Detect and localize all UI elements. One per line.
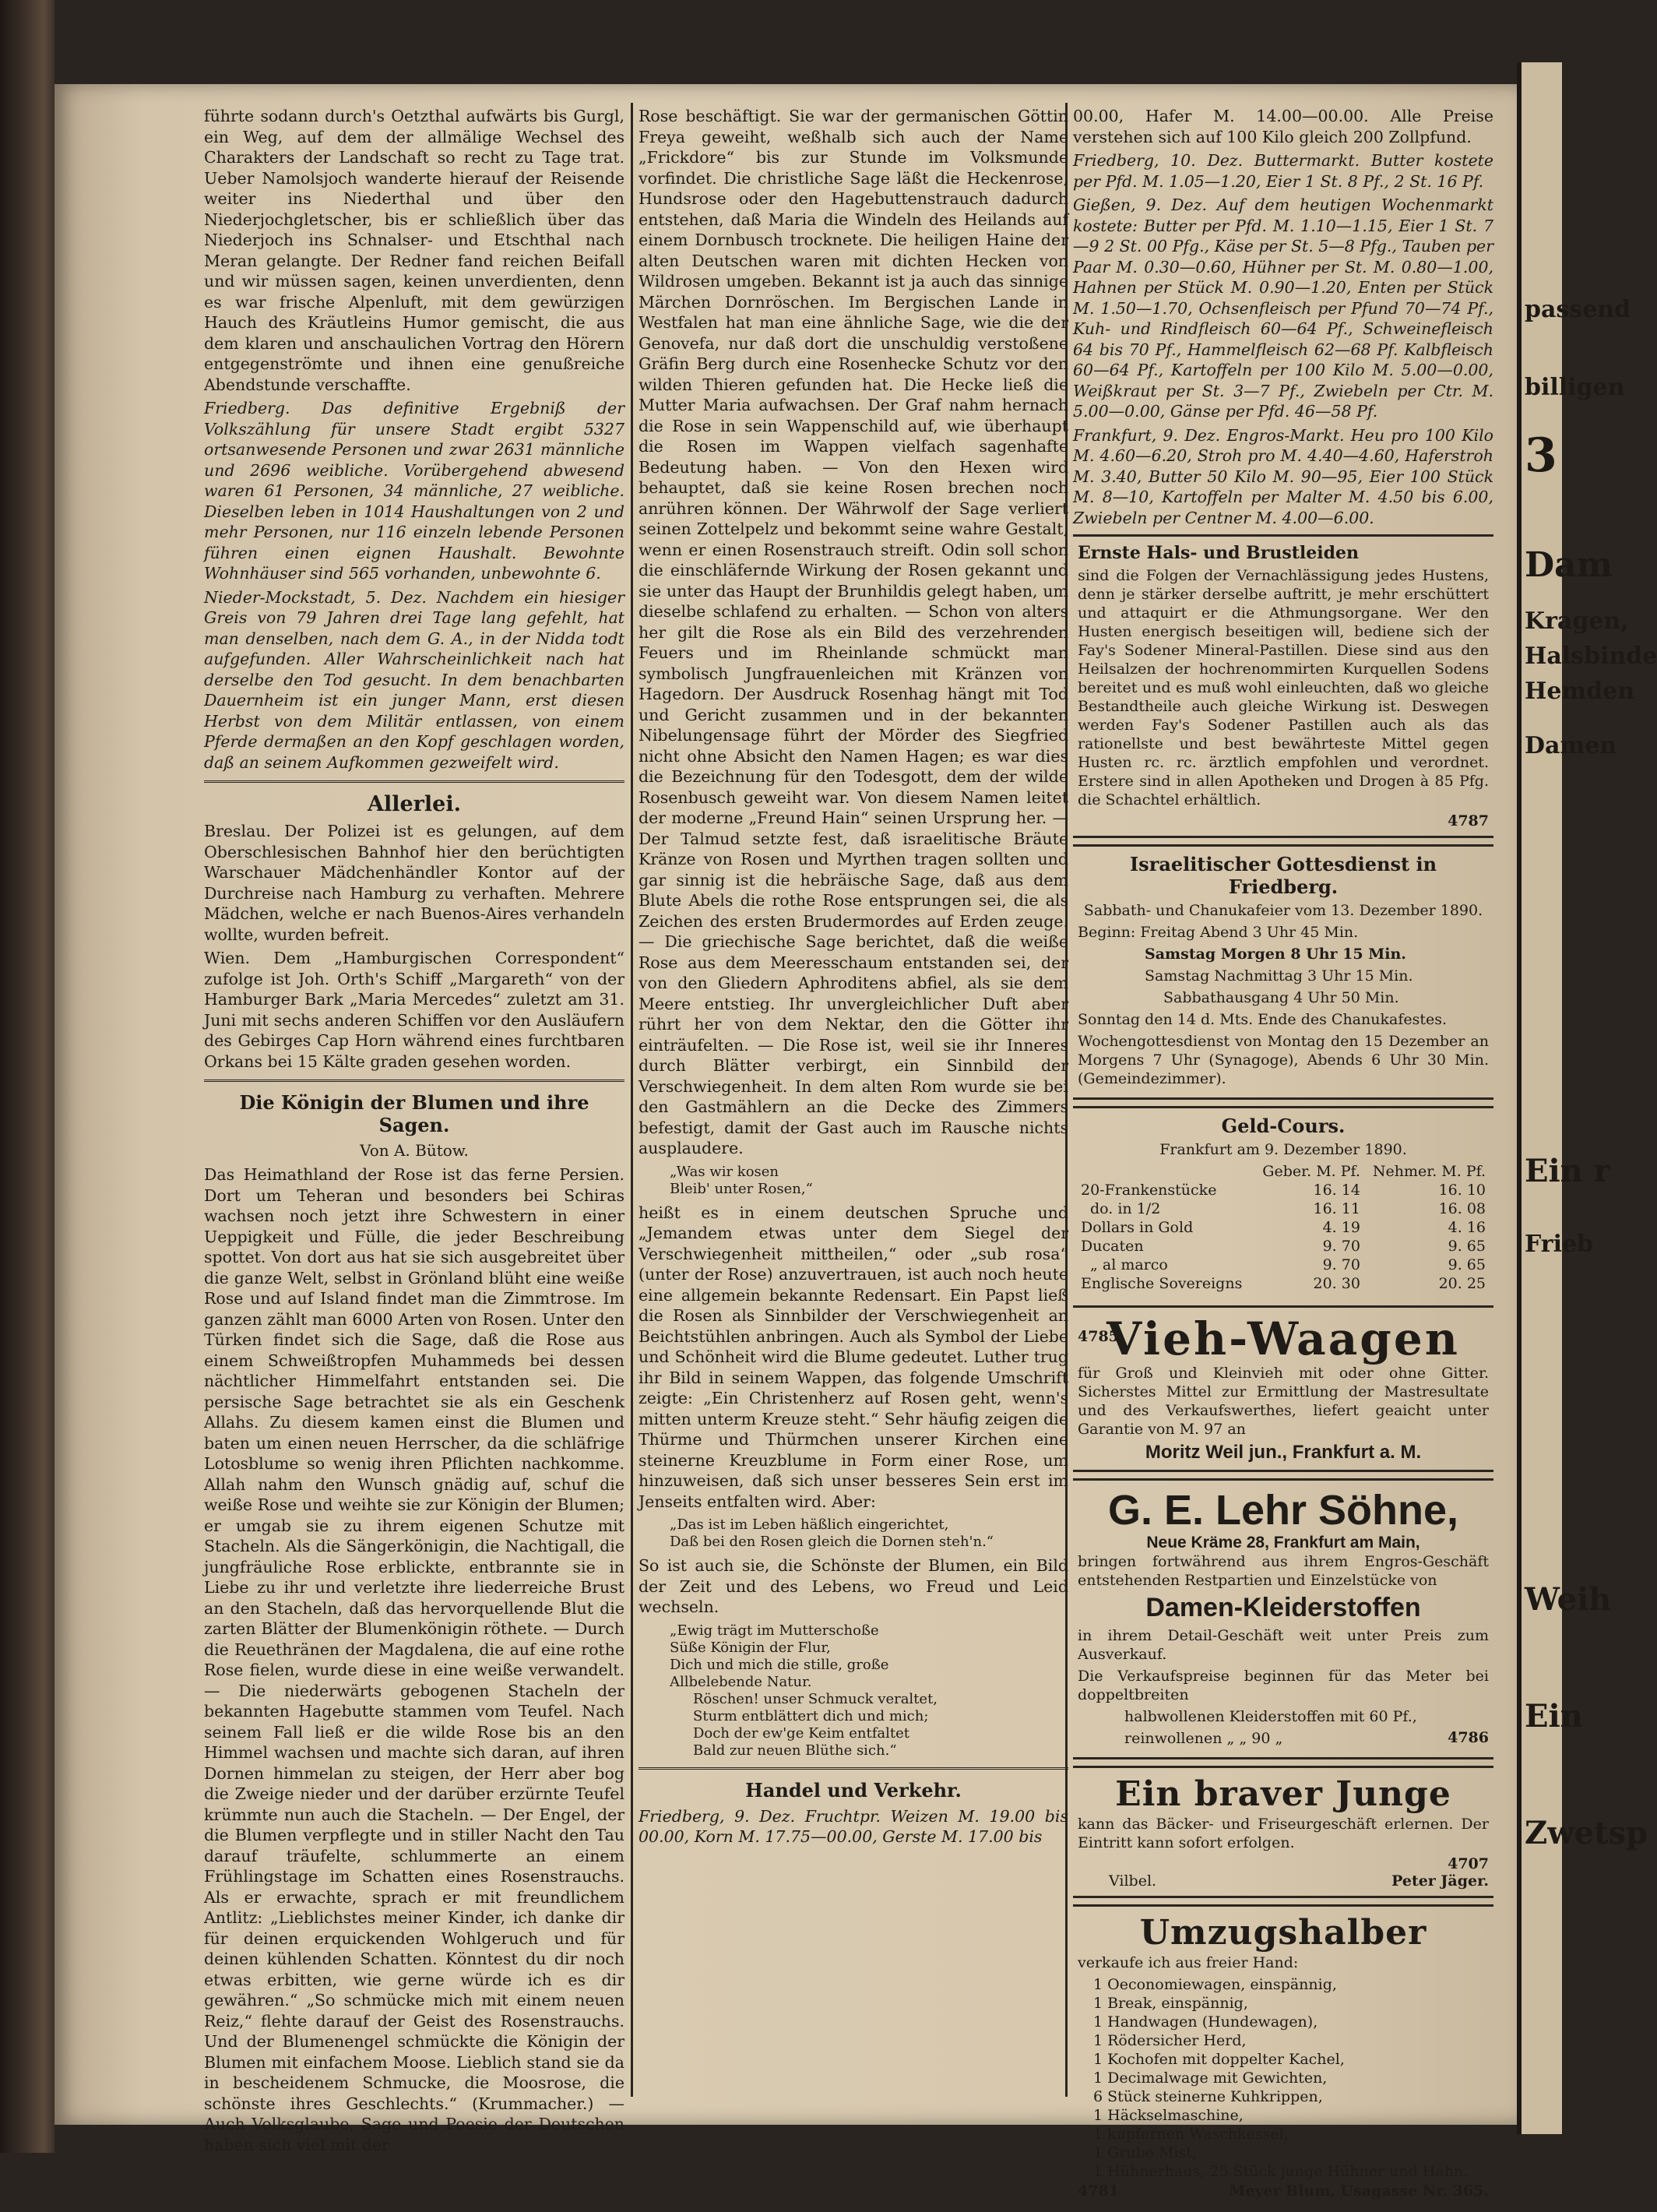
ad-text: kann das Bäcker- und Friseurgeschäft erlernen. Der Eintritt kann sofort erfolgen.: [1078, 1816, 1489, 1851]
ad-text: in ihrem Detail-Geschäft weit unter Preis zum Ausverkauf.: [1078, 1627, 1489, 1663]
news-breslau: Breslau. Der Polizei ist es gelungen, auf dem Oberschlesischen Bahnhof hier den berüchtigten Warschauer Mädchenhändler Kontor auf der Durchreise nach Hamburg zu verhaften. Mehrere Mädchen, welche er nach Buenos-Aires verhandeln wollte, wurden befreit.: [204, 822, 624, 944]
ad-signature: Meyer Blum, Usagasse Nr. 365.: [1229, 2182, 1489, 2200]
ad-text: verkaufe ich aus freier Hand:: [1078, 1954, 1299, 1971]
verse-line: Süße Königin der Flur,: [670, 1639, 831, 1656]
ad-number: 4785: [1078, 1328, 1119, 1345]
cell: Ducaten: [1081, 1238, 1144, 1255]
cell: 9. 70: [1322, 1256, 1360, 1273]
verse-line: Röschen! unser Schmuck veraltet,: [693, 1690, 938, 1707]
ad-text: für Groß und Kleinvieh mit oder ohne Gitter. Sicherstes Mittel zur Ermittlung der Mastresultate und des Verkaufswerthes, liefert geaicht unter Garantie von M. 97 an: [1078, 1365, 1489, 1438]
verse-line: Bleib' unter Rosen,“: [670, 1180, 813, 1197]
section-title-handel: Handel und Verkehr.: [745, 1778, 962, 1802]
fragment: Ein: [1525, 1698, 1583, 1735]
cell: 20-Frankenstücke: [1081, 1182, 1217, 1199]
table-row: [1078, 1256, 1489, 1274]
list-item: 1 Rödersicher Herd,: [1093, 2032, 1247, 2049]
ad-address: Neue Kräme 28, Frankfurt am Main,: [1146, 1534, 1420, 1552]
table-row: [1078, 1218, 1489, 1237]
ad-line: Sabbathausgang 4 Uhr 50 Min.: [1163, 989, 1399, 1006]
market-report-frankfurt: Frankfurt, 9. Dez. Engros-Markt. Heu pro 100 Kilo M. 4.60—6.20, Stroh pro M. 4.40—4.60, Haferstroh M. 3.40, Butter 50 Kilo M. 90—95, Eier 100 Stück M. 8—10, Kartoffeln per Malter M. 4.50 bis 6.00, Zwiebeln per Centner M. 4.00—6.00.: [1073, 425, 1493, 527]
cell: 20. 25: [1438, 1275, 1486, 1292]
cell: Englische Sovereigns: [1081, 1275, 1243, 1292]
list-item: 6 Stück steinerne Kuhkrippen,: [1093, 2088, 1323, 2105]
ad-header: [1078, 1314, 1489, 1364]
table-row: [1078, 1237, 1489, 1256]
table-row: [1078, 1274, 1489, 1293]
ad-firm: Moritz Weil jun., Frankfurt a. M.: [1145, 1442, 1422, 1463]
ad-gottesdienst: [1073, 844, 1493, 1100]
adjacent-page-fragment: [1517, 62, 1657, 2134]
cell: do. in 1/2: [1090, 1200, 1161, 1217]
exchange-rates: [1073, 1106, 1493, 1299]
fragment: Dam: [1525, 545, 1613, 585]
section-divider: [204, 780, 624, 783]
item-list: [1093, 1975, 1489, 2181]
cell: 9. 65: [1448, 1238, 1486, 1255]
book-binding-edge: [0, 0, 55, 2153]
verse-block: [670, 1516, 1068, 1551]
article-rose-part4: So ist auch sie, die Schönste der Blumen, ein Bild der Zeit und des Lebens, wo Freud und Leid wechseln.: [639, 1556, 1068, 1616]
article-intro: führte sodann durch's Oetzthal aufwärts bis Gurgl, ein Weg, auf dem der allmälige Wechsel des Charakters der Landschaft so recht zu Tage trat. Ueber Namolsjoch wanderte hierauf der Reisende weiter ins Niederthal und über den Niederjochgletscher, bis er schließlich über das Niederjoch ins Schnalser- und Etschthal nach Meran gelangte. Der Redner fand reichen Beifall und wir müssen sagen, keinen unverdienten, denn es war frische Alpenluft, mit dem gewürzigen Hauch des Kräutleins Humor gemischt, die aus dem klaren und anschaulichen Vortrag den Hörern entgegenströmte und ihnen eine genußreiche Abendstunde verschaffte.: [204, 107, 624, 394]
list-item: 1 Oeconomiewagen, einspännig,: [1093, 1976, 1337, 1993]
fragment: 3: [1525, 428, 1557, 483]
list-item: 1 kupfernen Waschkessel,: [1093, 2126, 1289, 2143]
list-item: 1 Break, einspännig,: [1093, 1995, 1248, 2012]
ad-text: bringen fortwährend aus ihrem Engros-Geschäft entstehenden Restpartien und Einzelstücke von: [1078, 1553, 1489, 1589]
news-nieder-mockstadt: Nieder-Mockstadt, 5. Dez. Nachdem ein hiesiger Greis von 79 Jahren drei Tage lang gefehlt, hat man denselben, nach dem G. A., in der Nidda todt aufgefunden. Aller Wahrscheinlichkeit nach hat derselbe den Tod gesucht. In dem benachbarten Dauernheim ist ein junger Mann, erst diesen Herbst von dem Militär entlassen, von einem Pferde dermaßen an den Kopf geschlagen worden, daß an seinem Aufkommen gezweifelt wird.: [204, 587, 624, 772]
ad-number: 4786: [1448, 1729, 1489, 1746]
rates-subtitle: Frankfurt am 9. Dezember 1890.: [1159, 1141, 1407, 1158]
ad-vieh-waagen: [1073, 1305, 1493, 1472]
verse-block: [670, 1622, 1068, 1759]
market-report-friedberg: Friedberg, 9. Dez. Fruchtpr. Weizen M. 19.00 bis 00.00, Korn M. 17.75—00.00, Gerste M. 17.00 bis: [639, 1806, 1068, 1846]
fragment: Kragen,: [1525, 608, 1629, 635]
ad-price-row: [1078, 1729, 1489, 1751]
ad-signature-row: [1078, 2182, 1489, 2200]
column-header: Geber. M. Pf.: [1262, 1163, 1360, 1180]
verse-line: Daß bei den Rosen gleich die Dornen steh'n.“: [670, 1534, 994, 1550]
list-item: 1 Handwagen (Hundewagen),: [1093, 2013, 1318, 2031]
cell: 16. 10: [1438, 1182, 1486, 1199]
rates-table: [1078, 1162, 1489, 1293]
ad-title: Ernste Hals- und Brustleiden: [1078, 543, 1359, 563]
ad-title: Israelitischer Gottesdienst in Friedberg.: [1129, 853, 1437, 898]
verse-line: Bald zur neuen Blüthe sich.“: [693, 1742, 897, 1759]
cell: 9. 65: [1448, 1256, 1486, 1273]
ad-price-line: halbwollenen Kleiderstoffen mit 60 Pf.,: [1124, 1708, 1417, 1725]
fragment: Damen: [1525, 732, 1617, 759]
table-header: [1078, 1162, 1489, 1181]
fragment: passend: [1525, 296, 1631, 323]
cell: 16. 11: [1313, 1200, 1360, 1217]
ad-line: Samstag Nachmittag 3 Uhr 15 Min.: [1145, 967, 1413, 984]
ad-title: Umzugshalber: [1139, 1913, 1427, 1953]
ad-number: 4787: [1448, 812, 1489, 830]
table-row: [1078, 1199, 1489, 1218]
column-middle: [639, 106, 1068, 1851]
verse-line: Doch der ew'ge Keim entfaltet: [693, 1724, 909, 1742]
section-divider: [204, 1080, 624, 1082]
ad-number: 4707: [1448, 1855, 1489, 1872]
ad-line: Wochengottesdienst von Montag den 15 Dezember an Morgens 7 Uhr (Synagoge), Abends 6 Uhr 30 Min. (Gemeindezimmer).: [1078, 1033, 1489, 1087]
ad-title: Vieh-Waagen: [1106, 1312, 1460, 1365]
article-byline: Von A. Bütow.: [360, 1141, 469, 1160]
article-title-rose: Die Königin der Blumen und ihre Sagen.: [239, 1091, 589, 1136]
ad-title: Ein braver Junge: [1115, 1774, 1451, 1814]
verse-line: Dich und mich die stille, große: [670, 1656, 889, 1673]
column-header: Nehmer. M. Pf.: [1372, 1163, 1486, 1180]
ad-line: Beginn: Freitag Abend 3 Uhr 45 Min.: [1078, 924, 1359, 941]
cell: 16. 14: [1313, 1182, 1360, 1199]
list-item: 1 Grube Mist,: [1093, 2144, 1198, 2161]
cell: 16. 08: [1438, 1200, 1486, 1217]
market-report-continued: 00.00, Hafer M. 14.00—00.00. Alle Preise verstehen sich auf 100 Kilo gleich 200 Zollpfund.: [1073, 107, 1493, 146]
cell: 20. 30: [1313, 1275, 1360, 1292]
verse-line: „Ewig trägt im Mutterschoße: [670, 1622, 879, 1639]
ad-signature-row: [1078, 1872, 1489, 1890]
cell: „ al marco: [1090, 1256, 1168, 1273]
cell: Dollars in Gold: [1081, 1219, 1194, 1236]
fragment: billigen: [1525, 374, 1625, 401]
cell: 4. 16: [1448, 1219, 1486, 1236]
fragment: Zwetsp: [1525, 1815, 1648, 1851]
news-friedberg: Friedberg. Das definitive Ergebniß der Volkszählung für unsere Stadt ergibt 5327 ortsanwesende Personen und zwar 2631 männliche und 2696 weibliche. Vorübergehend abwesend waren 61 Personen, 34 männliche, 27 weibliche. Dieselben leben in 1014 Haushaltungen von 2 und mehr Personen, nur 116 einzeln lebende Personen führen einen eignen Haushalt. Bewohnte Wohnhäuser sind 565 vorhanden, unbewohnte 6.: [204, 399, 624, 583]
fragment: Frieb: [1525, 1231, 1594, 1258]
ad-number: 4781: [1078, 2182, 1119, 2200]
ad-place: Vilbel.: [1109, 1872, 1157, 1890]
ad-braver-junge: [1073, 1766, 1493, 1898]
verse-line: „Das ist im Leben häßlich eingerichtet,: [670, 1516, 949, 1533]
ad-fay-pastillen: [1073, 534, 1493, 838]
list-item: 1 Kochofen mit doppelter Kachel,: [1093, 2051, 1345, 2068]
table-row: [1078, 1181, 1489, 1199]
article-rose-part1: Das Heimathland der Rose ist das ferne Persien. Dort um Teheran und besonders bei Schiras wachsen noch jetzt ihre Schwestern in einer Ueppigkeit und Fülle, die jeder Beschreibung spottet. Von dort aus hat sie sich ausgebreitet über die ganze Welt, selbst in Grönland blüht eine weiße Rose und auf Island findet man die Zimmtrose. Im ganzen zählt man 6000 Arten von Rosen. Unter den Türken findet sich die Sage, daß die Rose aus einem Schweißtropfen Muhammeds bei dessen nächtlicher Himmelfahrt entstanden sei. Die persische Sage betrachtet sie als ein Geschenk Allahs. Zu diesem kamen einst die Blumen und baten um einen neuen Herrscher, da die schläfrige Lotosblume so wenig ihren Pflichten nachkomme. Allah nahm den Wunsch gnädig auf, schuf die weiße Rose und weihte sie zur Königin der Blumen; er umgab sie zu ihrem eigenen Schutze mit Stacheln. Als die Sängerkönigin, die Nachtigall, die jungfräuliche Rose erblickte, entbrannte sie in Liebe zu ihr und verletzte ihre liederreiche Brust an den Stacheln, daß das hervorquellende Blut die zarten Blätter der Blumenkönigin röthete. — Durch die Reuethränen der Magdalena, die auf eine rothe Rose fielen, wurde diese in eine weiße verwandelt. — Die niederwärts gebogenen Stacheln der bekannten Hagebutte stammen vom Teufel. Nach seinem Fall ließ er die wilde Rose bis an den Himmel wachsen und machte sich daran, auf ihren Dornen himmelan zu steigen, der Herr aber bog die Zweige nieder und der darüber erzürnte Teufel krümmte nun auch die Stacheln. — Der Engel, der die Blumen verpflegte und in stiller Nacht den Tau darauf träufelte, schlummerte an einem Frühlingstage im Schatten eines Rosenstrauchs. Als er erwachte, sprach er mit freundlichem Antlitz: „Lieblichstes meiner Kinder, ich danke dir für deinen erquickenden Wohlgeruch und für deinen kühlenden Schatten. Könntest du dir noch etwas erbitten, wie gerne würde ich es dir gewähren.“ „So schmücke mich mit einem neuen Reiz,“ flehte darauf der Geist des Rosenstrauchs. Und der Blumenengel schmückte die Königin der Blumen mit einfachem Moose. Lieblich stand sie da in bescheidenem Schmucke, die Moosrose, die schönste ihres Geschlechts.“ (Krummacher.) — Auch Volksglaube, Sage und Poesie der Deutschen haben sich viel mit der: [204, 1165, 624, 2154]
column-rule: [631, 103, 633, 2097]
news-wien: Wien. Dem „Hamburgischen Correspondent“ zufolge ist Joh. Orth's Schiff „Margareth“ von der Hamburger Bark „Maria Mercedes“ zuletzt am 31. Juni mit sechs anderen Schiffen vor den Ausläufern des Gebirges Cap Horn während eines furchtbaren Orkans bei 15 Kälte graden gesehen worden.: [204, 949, 624, 1071]
cell: 4. 19: [1322, 1219, 1360, 1236]
article-rose-part3: heißt es in einem deutschen Spruche und „Jemandem etwas unter dem Siegel der Verschwiegenheit mittheilen,“ oder „sub rosa“ (unter der Rose) anzuvertrauen, ist auch noch heute eine allgemein bekannte Redensart. Ein Papst ließ die Rosen als Sinnbilder der Verschwiegenheit an Beichtstühlen anbringen. Auch als Symbol der Liebe und Schönheit wird die Blume gedeutet. Luther trug ihr Bild in seinem Wappen, das folgende Umschrift zeigte: „Ein Christenherz auf Rosen geht, wenn's mitten unterm Kreuze steht.“ Sehr häufig zeigen die Thürme und Thürmchen unserer Kirchen eine steinerne Kreuzblume in Form einer Rose, um hinzuweisen, daß sich unser besseres Sein erst im Jenseits entfalten wird. Aber:: [639, 1203, 1068, 1511]
verse-block: [670, 1164, 1068, 1198]
article-rose-part2: Rose beschäftigt. Sie war der germanischen Göttin Freya geweiht, weßhalb sich auch der Name „Frickdore“ bis zur Stunde im Volksmunde vorfindet. Die christliche Sage läßt die Heckenrose, Hundsrose oder den Hagebuttenstrauch dadurch entstehen, daß Maria die Windeln des Heilands auf einem Dornbusch trocknete. Die heiligen Haine der alten Deutschen waren mit dichten Hecken von Wildrosen umgeben. Bekannt ist ja auch das sinnige Märchen Dornröschen. Im Bergischen Lande in Westfalen hat man eine ähnliche Sage, wie die der Genovefa, nur daß dort die unschuldig verstoßene Gräfin Berg durch eine Rosenhecke Schutz vor den wilden Thieren gefunden hat. Die Hecke ließ die Mutter Maria aufwachsen. Der Graf nahm hernach die Rose in sein Wappenschild auf, wie überhaupt die Rosen im Wappen vielfach sagenhafte Bedeutung haben. — Von den Hexen wird behauptet, daß sie keine Rosen brechen noch anrühren können. Der Währwolf der Sage verliert seinen Zottelpelz und bekommt seine wahre Gestalt, wenn er einen Rosenstrauch streift. Odin soll schon die einschläfernde Wirkung der Rosen gekannt und sie unter das Haupt der Brunhildis gelegt haben, um dieselbe schlafend zu erhalten. — Schon von alters her gilt die Rose als ein Bild des verzehrenden Feuers und im Rheinlande schmückt man symbolisch Jungfrauenleichen mit Kränzen von Hagedorn. Der Ausdruck Rosenhag hängt mit Tod und Gericht zusammen und in der bekannten Nibelungensage führt der Mörder des Siegfried nicht ohne Absicht den Namen Hagen; es war dies die Bezeichnung für den Todesgott, dem der wilde Rosenbusch geweiht war. Von diesem Namen leitet der moderne „Freund Hain“ seinen Ursprung her. — Der Talmud setzte fest, daß israelitische Bräute Kränze von Rosen und Myrthen tragen sollten und gar sinnig ist die hebräische Sage, daß aus dem Blute Abels die rothe Rose entsprungen sei, die als Zeichen des ersten Brudermordes auf Erden zeuge. — Die griechische Sage berichtet, daß die weiße Rose aus dem Meeresschaum entstanden sei, der von den Gliedern Aphroditens abfiel, als sie dem Meere entstieg. Ihr unvergleichlicher Duft aber rührt her von dem Nektar, den die Götter ihr einträufelten. — Die Rose ist, weil sie ihr Inneres durch Blätter verbirgt, ein Sinnbild der Verschwiegenheit. In dem alten Rom wurde sie bei den Gastmählern an die Decke des Zimmers befestigt, damit der Gast auch im Rausche nichts ausplaudere.: [639, 107, 1068, 1157]
ad-title: G. E. Lehr Söhne,: [1107, 1487, 1459, 1534]
list-item: 1 Häckselmaschine,: [1093, 2107, 1244, 2124]
cell: 9. 70: [1322, 1238, 1360, 1255]
verse-line: Allbelebende Natur.: [670, 1673, 812, 1690]
market-report-butter: Friedberg, 10. Dez. Buttermarkt. Butter kostete per Pfd. M. 1.05—1.20, Eier 1 St. 8 Pf., 2 St. 16 Pf.: [1073, 151, 1493, 191]
section-title-allerlei: Allerlei.: [368, 792, 461, 816]
verse-line: Sturm entblättert dich und mich;: [693, 1707, 929, 1724]
fragment: Ein r: [1525, 1153, 1610, 1189]
market-report-giessen: Gießen, 9. Dez. Auf dem heutigen Wochenmarkt kostete: Butter per Pfd. M. 1.10—1.15, Eier 1 St. 7—9 2 St. 00 Pfg., Käse per St. 5—8 Pfg., Tauben per Paar M. 0.30—0.60, Hühner per St. M. 0.80—1.00, Hahnen per Stück M. 0.90—1.20, Enten per Stück M. 1.50—1.70, Ochsenfleisch per Pfund 70—74 Pf., Kuh- und Rindfleisch 60—64 Pf., Schweinefleisch 64 bis 70 Pf., Hammelfleisch 62—68 Pf. Kalbfleisch 60—64 Pf., Kartoffeln per 100 Kilo M. 5.00—0.00, Weißkraut per St. 3—7 Pf., Zwiebeln per Ctr. M. 5.00—0.00, Gänse per Pfd. 46—58 Pf.: [1073, 195, 1493, 421]
list-item: 1 Hühnerhaus, 25 Stück junge Hühner und Hahn.: [1093, 2163, 1469, 2180]
fragment: Weih: [1525, 1581, 1612, 1618]
ad-headline: Damen-Kleiderstoffen: [1145, 1593, 1421, 1622]
fragment: Hemden: [1525, 678, 1635, 705]
rates-title: Geld-Cours.: [1221, 1115, 1346, 1137]
list-item: 1 Decimalwage mit Gewichten,: [1093, 2069, 1328, 2087]
ad-price-line: reinwollenen „ „ 90 „: [1124, 1730, 1283, 1747]
ad-text: Die Verkaufspreise beginnen für das Meter bei doppeltbreiten: [1078, 1668, 1489, 1703]
column-right: [1073, 106, 1493, 2212]
ad-line: Samstag Morgen 8 Uhr 15 Min.: [1145, 946, 1406, 963]
fragment: Halsbinde: [1525, 643, 1657, 670]
ad-signature: Peter Jäger.: [1391, 1872, 1489, 1890]
ad-umzugshalber: [1073, 1904, 1493, 2206]
column-left: [204, 106, 624, 2158]
ad-line: Sonntag den 14 d. Mts. Ende des Chanukafestes.: [1078, 1011, 1448, 1028]
section-divider: [639, 1767, 1068, 1770]
ad-text: sind die Folgen der Vernachlässigung jedes Hustens, denn je stärker derselbe auftritt, je mehr erschüttert und attaquirt er die Athmungsorgane. Wer den Husten energisch beseitigen will, bediene sich der Fay's Sodener Mineral-Pastillen. Diese sind aus den Heilsalzen der hochrenommirten Kurquellen Sodens bereitet und es muß wohl einleuchten, daß wo gleiche Bestandtheile auch gleiche Wirkung ist. Deswegen werden Fay's Sodener Pastillen auch als das rationellste und best bewährteste Mittel gegen Husten rc. rc. ärztlich empfohlen und verordnet. Erstere sind in allen Apotheken und Drogen à 85 Pfg. die Schachtel erhältlich.: [1078, 567, 1489, 808]
verse-line: „Was wir kosen: [670, 1163, 779, 1180]
ad-lehr-soehne: [1073, 1478, 1493, 1759]
ad-line: Sabbath- und Chanukafeier vom 13. Dezember 1890.: [1083, 902, 1483, 919]
